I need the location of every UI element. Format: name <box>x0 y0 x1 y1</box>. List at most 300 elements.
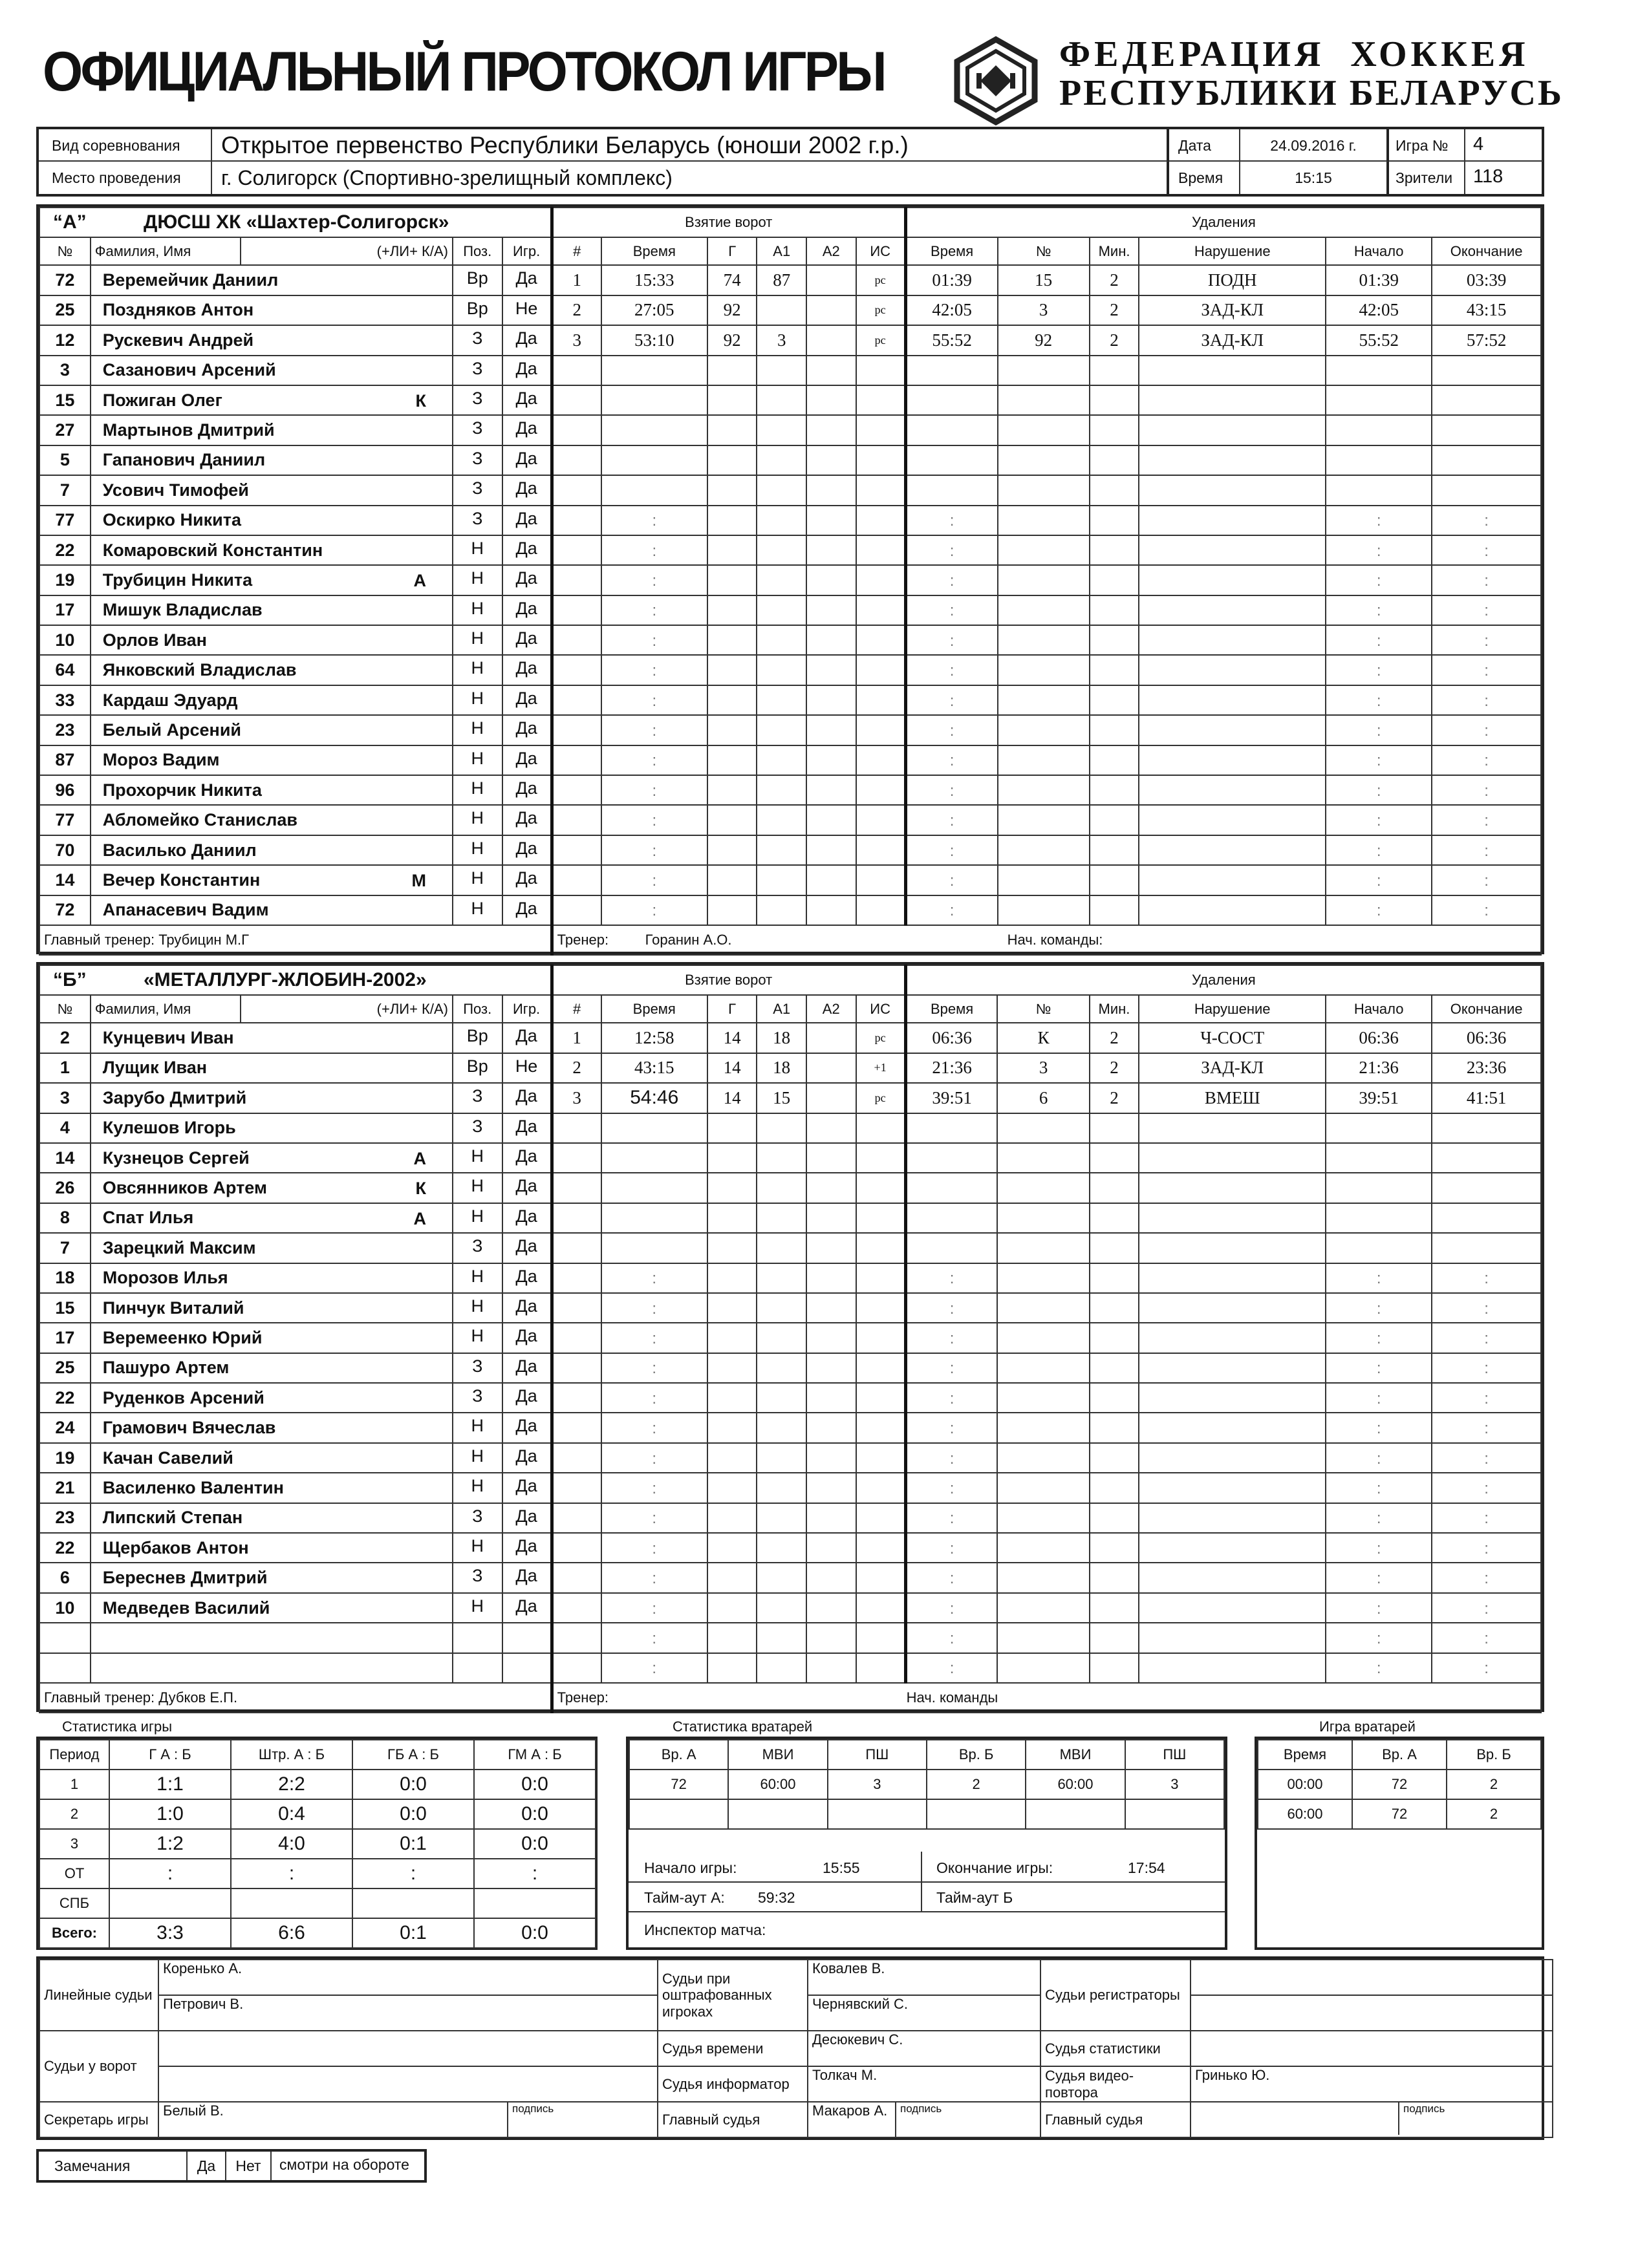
goalie-play-header: Время <box>1258 1740 1352 1770</box>
remarks-no[interactable]: Нет <box>226 2152 272 2180</box>
player-name: Пашуро Артем <box>91 1353 453 1383</box>
linesman-1: Коренько А. <box>158 1960 658 1995</box>
player-position: З <box>453 1383 502 1413</box>
goalie-stats-value: 3 <box>1125 1770 1224 1799</box>
time-placeholder: : <box>1376 1510 1381 1528</box>
penalty-time <box>905 415 997 445</box>
player-position: Н <box>453 1173 502 1203</box>
time-placeholder: : <box>1484 782 1489 800</box>
goal-situation <box>856 1653 906 1683</box>
goal-number <box>552 1473 601 1503</box>
player-name: Трубицин Никита А <box>91 565 453 595</box>
video-judge-name: Гринько Ю. <box>1191 2066 1553 2102</box>
goal-assist1 <box>757 415 806 445</box>
goal-time <box>601 1653 707 1683</box>
goal-situation <box>856 385 906 415</box>
player-played: Да <box>502 1503 552 1533</box>
penalty-player <box>997 1563 1089 1592</box>
penalty-minutes <box>1090 445 1139 475</box>
penalty-infraction: ЗАД-КЛ <box>1139 295 1326 325</box>
penalty-end <box>1432 1413 1541 1442</box>
stats-header: ГМ А : Б <box>474 1740 596 1770</box>
penalty-time: 06:36 <box>905 1023 997 1053</box>
penalty-infraction <box>1139 415 1326 445</box>
player-played: Да <box>502 745 552 775</box>
column-header-a1: А1 <box>757 237 806 265</box>
penalty-start <box>1326 1143 1432 1173</box>
player-number: 22 <box>39 535 91 565</box>
player-number: 4 <box>39 1113 91 1143</box>
penalty-end: 43:15 <box>1432 295 1541 325</box>
penalty-start <box>1326 1293 1432 1323</box>
player-position: З <box>453 415 502 445</box>
goal-assist1 <box>757 1413 806 1442</box>
penalty-judges-label: Судьи при оштрафованных игроках <box>658 1960 808 2031</box>
player-row <box>39 1653 1541 1683</box>
goal-number <box>552 715 601 745</box>
head-coach-label: Главный тренер: <box>44 932 155 948</box>
player-row <box>39 1443 1541 1473</box>
player-row <box>39 475 1541 505</box>
player-position: З <box>453 325 502 355</box>
stats-header: Штр. А : Б <box>231 1740 352 1770</box>
penalty-time: 01:39 <box>905 265 997 295</box>
player-name: Липский Степан <box>91 1503 453 1533</box>
goal-scorer <box>707 475 757 505</box>
penalty-player <box>997 1503 1089 1533</box>
penalty-time <box>905 1503 997 1533</box>
penalty-start <box>1326 356 1432 385</box>
penalty-minutes <box>1090 565 1139 595</box>
goalie-stats-header: Вр. Б <box>927 1740 1026 1770</box>
time-placeholder: : <box>652 1420 657 1438</box>
time-placeholder: : <box>949 692 954 710</box>
goal-assist2 <box>806 445 856 475</box>
penalty-start: 39:51 <box>1326 1083 1432 1113</box>
penalty-minutes <box>1090 835 1139 865</box>
penalty-player <box>997 1113 1089 1143</box>
officials-section <box>36 1956 1544 2140</box>
time-placeholder: : <box>652 782 657 800</box>
player-position: Н <box>453 535 502 565</box>
goal-time <box>601 775 707 805</box>
penalty-time: 55:52 <box>905 325 997 355</box>
goal-scorer <box>707 565 757 595</box>
player-played: Да <box>502 655 552 685</box>
remarks-box <box>36 2149 427 2183</box>
game-info-block <box>36 127 1544 197</box>
penalty-player: К <box>997 1023 1089 1053</box>
player-name: Пинчук Виталий <box>91 1293 453 1323</box>
player-number: 15 <box>39 385 91 415</box>
goal-assist1 <box>757 356 806 385</box>
player-role: А <box>413 1208 426 1228</box>
player-name <box>91 1623 453 1653</box>
time-placeholder: : <box>1484 1629 1489 1647</box>
goal-assist2 <box>806 1413 856 1442</box>
linesman-2: Петрович В. <box>158 1995 658 2031</box>
penalty-minutes <box>1090 1653 1139 1683</box>
penalty-player <box>997 1203 1089 1233</box>
informer-label: Судья информатор <box>658 2066 808 2102</box>
player-role: А <box>413 1148 426 1168</box>
player-row <box>39 805 1541 835</box>
goal-situation <box>856 865 906 895</box>
penalty-minutes <box>1090 895 1139 925</box>
line <box>629 1911 1225 1912</box>
goal-scorer: 92 <box>707 295 757 325</box>
stats-period: 1 <box>39 1770 109 1799</box>
penalty-player <box>998 775 1090 805</box>
goal-number <box>552 385 601 415</box>
penalty-player <box>997 1383 1089 1413</box>
game-stats-title: Статистика игры <box>62 1718 173 1735</box>
goalie-stats-value <box>1026 1799 1125 1829</box>
player-number: 23 <box>39 1503 91 1533</box>
remarks-yes[interactable]: Да <box>188 2152 226 2180</box>
player-row <box>39 1053 1541 1083</box>
goal-time: 53:10 <box>601 325 707 355</box>
stats-value: 1:1 <box>109 1770 231 1799</box>
player-name: Мартынов Дмитрий <box>91 415 453 445</box>
time-placeholder: : <box>1376 842 1381 860</box>
player-played: Да <box>502 1353 552 1383</box>
player-position: Н <box>453 625 502 655</box>
player-number: 8 <box>39 1203 91 1233</box>
player-row <box>39 535 1541 565</box>
player-position: З <box>453 1563 502 1592</box>
player-number: 6 <box>39 1563 91 1592</box>
player-played: Да <box>502 1413 552 1442</box>
penalties-caption: Удаления <box>905 208 1541 237</box>
player-position: Н <box>453 1203 502 1233</box>
empty-cell <box>1352 1859 1447 1888</box>
goal-number <box>552 1623 601 1653</box>
time-placeholder: : <box>949 1270 954 1288</box>
player-position: З <box>453 1353 502 1383</box>
trainer-cell <box>552 1683 1541 1713</box>
goalie-play-title: Игра вратарей <box>1319 1718 1416 1735</box>
time-placeholder: : <box>1484 1539 1489 1557</box>
player-position: Н <box>453 1413 502 1442</box>
goal-time: 43:15 <box>601 1053 707 1083</box>
penalty-player <box>998 895 1090 925</box>
registrar-2 <box>1191 1995 1553 2031</box>
goal-number <box>552 1593 601 1623</box>
goalie-stats-value: 72 <box>629 1770 728 1799</box>
time-placeholder: : <box>1376 782 1381 800</box>
goal-number <box>552 445 601 475</box>
penalty-player <box>998 625 1090 655</box>
goalie-stats-header: ПШ <box>1125 1740 1224 1770</box>
penalty-infraction <box>1139 1353 1326 1383</box>
date-value: 24.09.2016 г. <box>1240 129 1389 162</box>
penalty-time <box>905 655 997 685</box>
player-number: 17 <box>39 1323 91 1353</box>
goal-time: 54:46 <box>601 1083 707 1113</box>
goalie-stats-header: МВИ <box>1026 1740 1125 1770</box>
goal-scorer <box>707 1113 757 1143</box>
goal-judges-label: Судьи у ворот <box>39 2031 158 2102</box>
goalie-play-header: Вр. Б <box>1447 1740 1541 1770</box>
goalie-stats-table <box>626 1737 1227 1950</box>
player-name: Руденков Арсений <box>91 1383 453 1413</box>
player-position: Н <box>453 1263 502 1293</box>
goalie-play-value: 72 <box>1352 1770 1447 1799</box>
goal-assist2 <box>806 1143 856 1173</box>
player-number: 21 <box>39 1473 91 1503</box>
player-row <box>39 1623 1541 1653</box>
penalty-end <box>1432 715 1541 745</box>
player-name: Щербаков Антон <box>91 1533 453 1563</box>
player-position: Вр <box>453 1023 502 1053</box>
penalty-minutes <box>1090 1623 1139 1653</box>
player-name: Вечер Константин М <box>91 865 453 895</box>
goal-assist2 <box>806 1263 856 1293</box>
player-row <box>39 895 1541 925</box>
goal-assist1 <box>757 835 806 865</box>
goal-time <box>601 865 707 895</box>
column-header-min: Мин. <box>1090 237 1139 265</box>
penalty-start <box>1326 415 1432 445</box>
game-end-label: Окончание игры: <box>936 1859 1053 1876</box>
registrars-label: Судьи регистраторы <box>1040 1960 1191 2031</box>
column-header-time: Время <box>601 237 707 265</box>
goal-number: 3 <box>552 325 601 355</box>
game-number-value: 4 <box>1465 129 1543 162</box>
player-played: Да <box>502 1083 552 1113</box>
player-position: Вр <box>453 1053 502 1083</box>
penalty-minutes <box>1090 1533 1139 1563</box>
column-header-time: Время <box>905 995 997 1023</box>
player-name: Поздняков Антон <box>91 295 453 325</box>
penalty-minutes <box>1090 1293 1139 1323</box>
goal-scorer <box>707 835 757 865</box>
player-name: Морозов Илья <box>91 1263 453 1293</box>
chief-judge-label: Главный судья <box>1040 2102 1191 2137</box>
penalty-judge-1: Ковалев В. <box>808 1960 1040 1995</box>
goal-assist2 <box>806 1473 856 1503</box>
penalty-start <box>1326 715 1432 745</box>
penalty-start <box>1326 1623 1432 1653</box>
penalty-player <box>998 535 1090 565</box>
player-number: 26 <box>39 1173 91 1203</box>
penalty-player <box>998 835 1090 865</box>
time-placeholder: : <box>652 902 657 920</box>
goal-number <box>552 1443 601 1473</box>
player-position: Н <box>453 685 502 715</box>
penalty-infraction: Ч-СОСТ <box>1139 1023 1326 1053</box>
player-name: Комаровский Константин <box>91 535 453 565</box>
penalty-player <box>998 805 1090 835</box>
competition-label: Вид соревнования <box>39 129 212 162</box>
penalty-time <box>905 595 997 625</box>
time-placeholder: : <box>652 1329 657 1347</box>
goal-scorer <box>707 745 757 775</box>
timekeeper-name: Десюкевич С. <box>808 2031 1040 2066</box>
penalty-player <box>997 1623 1089 1653</box>
stats-period: 2 <box>39 1799 109 1829</box>
penalty-minutes <box>1090 356 1139 385</box>
player-number: 1 <box>39 1053 91 1083</box>
penalty-start <box>1326 1233 1432 1263</box>
column-header-no: № <box>39 237 91 265</box>
column-header-name: Фамилия, Имя <box>91 237 241 265</box>
penalty-player <box>998 715 1090 745</box>
time-placeholder: : <box>949 1420 954 1438</box>
penalty-infraction <box>1139 625 1326 655</box>
penalty-end <box>1432 895 1541 925</box>
time-placeholder: : <box>1376 602 1381 620</box>
player-role: К <box>415 390 426 411</box>
player-row <box>39 715 1541 745</box>
stats-header: Г А : Б <box>109 1740 231 1770</box>
goal-assist1 <box>757 1263 806 1293</box>
goal-assist1 <box>757 1383 806 1413</box>
goal-number <box>552 1113 601 1143</box>
penalty-infraction: ЗАД-КЛ <box>1139 1053 1326 1083</box>
penalty-start <box>1326 445 1432 475</box>
penalty-minutes <box>1090 1353 1139 1383</box>
penalty-player <box>998 685 1090 715</box>
penalty-player <box>998 865 1090 895</box>
player-row <box>39 865 1541 895</box>
goal-scorer <box>707 1233 757 1263</box>
player-position: Н <box>453 655 502 685</box>
penalty-time <box>905 535 997 565</box>
column-header-is: ИС <box>856 995 906 1023</box>
stats-value: 0:0 <box>474 1829 596 1859</box>
player-number: 96 <box>39 775 91 805</box>
goal-scorer <box>707 535 757 565</box>
goal-time <box>601 535 707 565</box>
player-row <box>39 1593 1541 1623</box>
penalty-start <box>1326 1593 1432 1623</box>
column-header-time: Время <box>905 237 997 265</box>
goal-number <box>552 1533 601 1563</box>
line <box>629 1881 1225 1883</box>
goal-time <box>601 685 707 715</box>
chief-judge-signature: подпись <box>1398 2102 1445 2135</box>
goal-assist2 <box>806 295 856 325</box>
player-position: Н <box>453 715 502 745</box>
goal-assist2 <box>806 1293 856 1323</box>
goalie-play-value: 00:00 <box>1258 1770 1352 1799</box>
goal-assist2 <box>806 835 856 865</box>
goal-time <box>601 1323 707 1353</box>
goal-situation <box>856 1473 906 1503</box>
penalty-infraction <box>1139 1623 1326 1653</box>
penalty-start <box>1326 625 1432 655</box>
player-number: 87 <box>39 745 91 775</box>
goal-assist2 <box>806 1533 856 1563</box>
referee-name: Макаров А. <box>808 2102 896 2137</box>
player-role: А <box>413 571 426 591</box>
penalty-infraction <box>1139 805 1326 835</box>
goal-situation <box>856 356 906 385</box>
goal-time <box>601 445 707 475</box>
penalty-player <box>997 1353 1089 1383</box>
time-placeholder: : <box>1484 512 1489 530</box>
penalty-minutes: 2 <box>1090 325 1139 355</box>
player-name: Оскирко Никита <box>91 506 453 535</box>
penalty-time <box>905 565 997 595</box>
goal-situation <box>856 1533 906 1563</box>
player-name: Сазанович Арсений <box>91 356 453 385</box>
player-position <box>453 1653 502 1683</box>
penalty-start <box>1326 595 1432 625</box>
goal-number <box>552 1233 601 1263</box>
player-played: Да <box>502 1593 552 1623</box>
player-row <box>39 1563 1541 1592</box>
player-row <box>39 506 1541 535</box>
player-name: Качан Савелий <box>91 1443 453 1473</box>
penalty-player <box>997 1473 1089 1503</box>
goal-assist2 <box>806 1113 856 1143</box>
time-placeholder: : <box>1484 722 1489 740</box>
player-position: Вр <box>453 265 502 295</box>
penalty-time <box>905 1353 997 1383</box>
player-row <box>39 1083 1541 1113</box>
goal-situation <box>856 595 906 625</box>
stats-value: 1:2 <box>109 1829 231 1859</box>
time-placeholder: : <box>1376 692 1381 710</box>
penalty-player <box>998 655 1090 685</box>
stats-period: ОТ <box>39 1859 109 1888</box>
player-row <box>39 1023 1541 1053</box>
player-row <box>39 1473 1541 1503</box>
column-header-pno: № <box>997 995 1089 1023</box>
player-played: Да <box>502 1173 552 1203</box>
time-placeholder: : <box>652 842 657 860</box>
penalty-time <box>905 506 997 535</box>
time-placeholder: : <box>1484 632 1489 650</box>
penalty-time: 21:36 <box>905 1053 997 1083</box>
time-placeholder: : <box>1376 1329 1381 1347</box>
goal-number <box>552 475 601 505</box>
secretary-signature: подпись <box>508 2102 658 2137</box>
penalty-time: 42:05 <box>905 295 997 325</box>
penalty-infraction <box>1139 1233 1326 1263</box>
time-placeholder: : <box>1484 1599 1489 1618</box>
time-placeholder: : <box>652 1479 657 1497</box>
penalty-end <box>1432 385 1541 415</box>
time-placeholder: : <box>1484 1270 1489 1288</box>
goal-assist2 <box>806 1233 856 1263</box>
penalty-judge-2: Чернявский С. <box>808 1995 1040 2031</box>
penalty-end <box>1432 1503 1541 1533</box>
goal-scorer <box>707 1203 757 1233</box>
goal-situation <box>856 1293 906 1323</box>
penalty-end <box>1432 1533 1541 1563</box>
time-placeholder: : <box>1376 752 1381 770</box>
penalty-infraction <box>1139 1503 1326 1533</box>
penalty-time <box>905 1293 997 1323</box>
goal-scorer <box>707 625 757 655</box>
column-header-g: Г <box>707 237 757 265</box>
time-placeholder: : <box>1376 1270 1381 1288</box>
goalie-stats-header: МВИ <box>728 1740 827 1770</box>
goal-number <box>552 745 601 775</box>
time-placeholder: : <box>1484 602 1489 620</box>
penalty-end <box>1432 1623 1541 1653</box>
penalty-player <box>998 415 1090 445</box>
time-placeholder: : <box>1484 1360 1489 1378</box>
penalty-player <box>997 1593 1089 1623</box>
goal-assist1 <box>757 685 806 715</box>
goal-number <box>552 1323 601 1353</box>
column-header-start: Начало <box>1326 237 1432 265</box>
